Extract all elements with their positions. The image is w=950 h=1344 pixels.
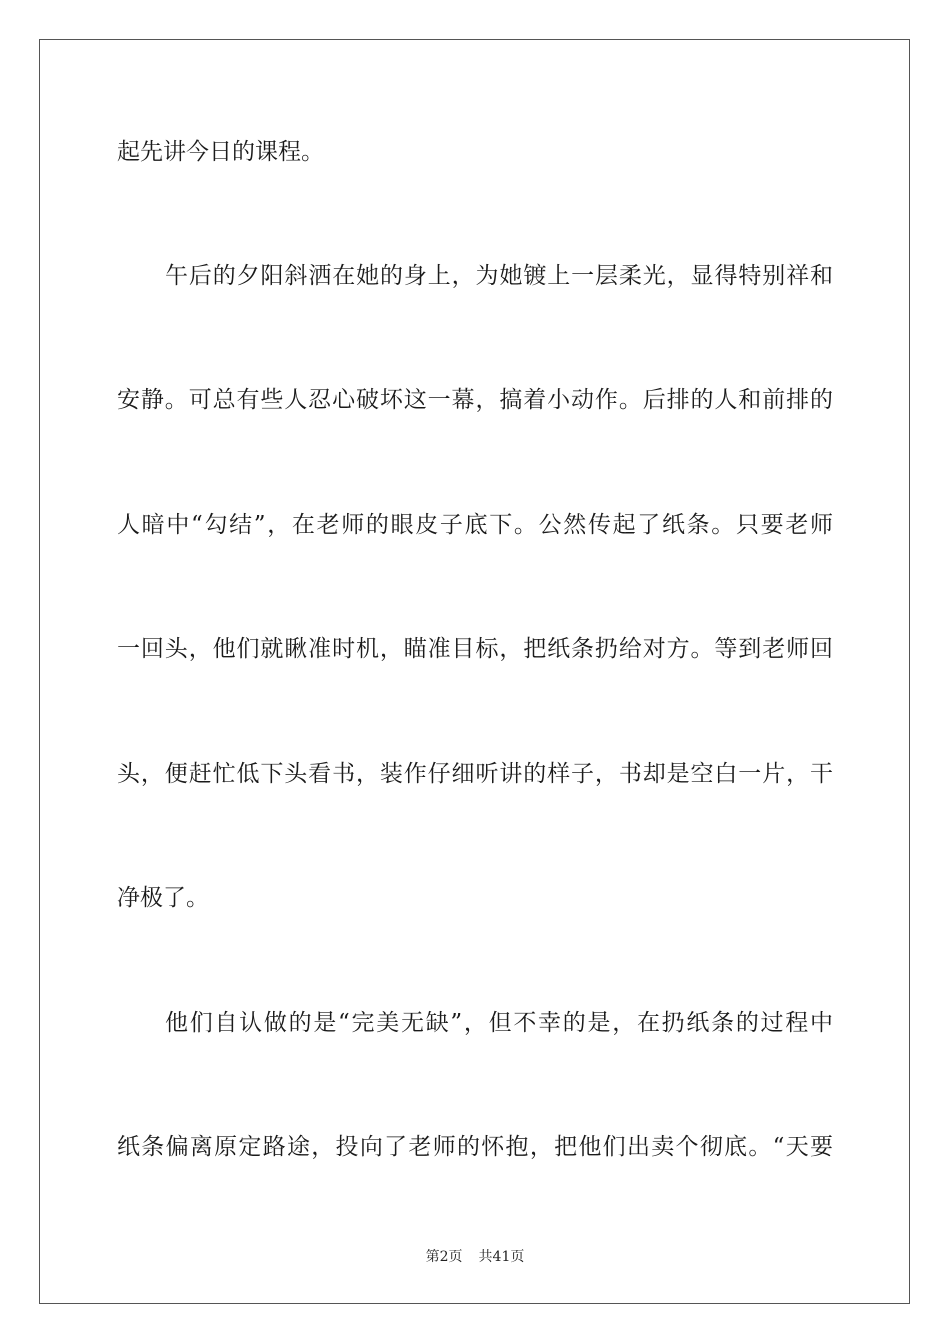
- text-line: 一回头，他们就瞅准时机，瞄准目标，把纸条扔给对方。等到老师回: [117, 636, 833, 662]
- text-line: 起先讲今日的课程。: [117, 139, 324, 165]
- page-number: 第2页: [425, 1249, 463, 1265]
- text-line: 他们自认做的是“完美无缺”，但不幸的是，在扔纸条的过程中: [165, 1010, 833, 1036]
- page-border: [39, 39, 910, 1304]
- text-line: 净极了。: [117, 885, 209, 911]
- text-line: 安静。可总有些人忍心破坏这一幕，搞着小动作。后排的人和前排的: [117, 387, 833, 413]
- text-line: 纸条偏离原定路途，投向了老师的怀抱，把他们出卖个彻底。“天要: [117, 1134, 833, 1160]
- text-line: 人暗中“勾结”，在老师的眼皮子底下。公然传起了纸条。只要老师: [117, 512, 833, 538]
- page-total: 共41页: [478, 1249, 525, 1265]
- page-footer: [0, 1246, 950, 1266]
- text-line: 头，便赶忙低下头看书，装作仔细听讲的样子，书却是空白一片，干: [117, 761, 833, 787]
- text-line: 午后的夕阳斜洒在她的身上，为她镀上一层柔光，显得特别祥和: [165, 263, 833, 289]
